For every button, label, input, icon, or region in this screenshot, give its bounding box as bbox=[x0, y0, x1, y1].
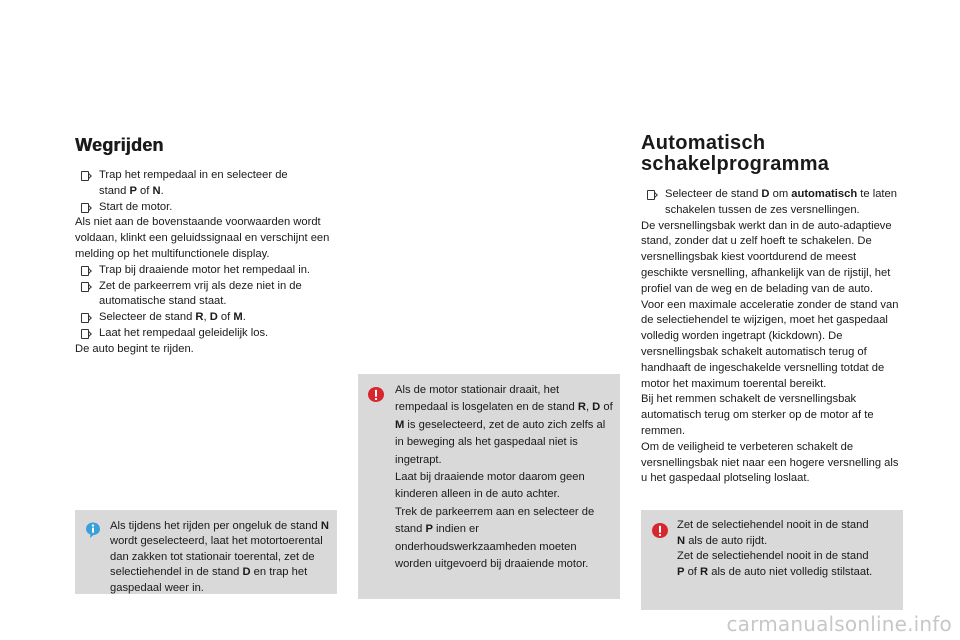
paragraph: De versnellingsbak werkt dan in de auto-adaptieve stand, zonder dat u zelf hoeft te schakelen. De versnellingsbak kiest voortdurend de meest geschikte versnelling, afhankelijk van de rijstijl, het profiel van de weg en de belading van de auto. bbox=[641, 219, 892, 295]
info-box bbox=[75, 510, 337, 594]
step-text: Start de motor. bbox=[99, 200, 173, 213]
arrow-step-icon bbox=[81, 171, 89, 181]
section-title-automatisch bbox=[641, 133, 906, 175]
step-text: Trap bij draaiende motor het rempedaal in. bbox=[99, 263, 311, 276]
info-icon bbox=[84, 521, 102, 539]
title-line: schakelprogramma bbox=[641, 153, 830, 175]
arrow-step-icon bbox=[81, 282, 89, 292]
title-line: Automatisch bbox=[641, 132, 766, 154]
info-text: Als tijdens het rijden per ongeluk de stand N wordt geselecteerd, laat het motortoerental dan zakken tot stationair toerental, zet de selectiehendel in de stand D en trap het gaspedaal weer in. bbox=[110, 520, 329, 594]
step-text: Selecteer de stand R, D of M. bbox=[99, 311, 246, 324]
warning-icon bbox=[367, 386, 385, 404]
step-item bbox=[75, 200, 345, 216]
arrow-step-icon bbox=[81, 266, 89, 276]
arrow-step-icon bbox=[81, 313, 89, 323]
warning-text: Als de motor stationair draait, het rempedaal is losgelaten en de stand R, D of M is geselecteerd, zet de auto zich zelfs al in beweging als het gaspedaal niet is ingetrapt. Laat bij draaiende motor daarom geen kinderen alleen in de auto achter. Trek de parkeerrem aan en selecteer de stand P indien er onderhoudswerkzaamheden moeten worden uitgevoerd bij draaiende motor. bbox=[395, 384, 613, 571]
step-text: automatische stand staat. bbox=[99, 295, 227, 308]
step-text: Laat het rempedaal geleidelijk los. bbox=[99, 326, 269, 339]
warning-box bbox=[358, 374, 620, 599]
right-column bbox=[641, 133, 906, 487]
left-column bbox=[75, 135, 345, 358]
step-item bbox=[75, 326, 345, 342]
paragraph: Voor een maximale acceleratie zonder de stand van de selectiehendel te wijzigen, moet het gaspedaal volledig worden ingetrapt (kickdown). De versnellingsbak schakelt automatisch terug of handhaaft de ingeschakelde versnelling totdat de motor het maximum toerental bereikt. bbox=[641, 298, 899, 390]
paragraph: Bij het remmen schakelt de versnellingsbak automatisch terug om sterker op de motor af te remmen. bbox=[641, 393, 874, 437]
warning-icon bbox=[651, 522, 669, 540]
step-text: Trap het rempedaal in en selecteer de bbox=[99, 169, 288, 181]
warning-text: Zet de selectiehendel nooit in de stand N als de auto rijdt. Zet de selectiehendel nooit in de stand P of R als de auto niet volledig stilstaat. bbox=[677, 519, 873, 578]
step-item bbox=[75, 279, 345, 311]
step-text: Zet de parkeerrem vrij als deze niet in de bbox=[99, 279, 302, 292]
warning-box bbox=[641, 510, 903, 610]
watermark: carmanualsonline.info bbox=[726, 612, 952, 636]
step-item bbox=[75, 310, 345, 326]
paragraph: Als niet aan de bovenstaande voorwaarden wordt voldaan, klinkt een geluidssignaal en verschijnt een melding op het multifunctionele display. bbox=[75, 216, 330, 260]
arrow-step-icon bbox=[81, 203, 89, 213]
step-text: stand P of N. bbox=[99, 184, 164, 197]
arrow-step-icon bbox=[81, 329, 89, 339]
step-text: Selecteer de stand D om automatisch te laten schakelen tussen de zes versnellingen. bbox=[665, 188, 897, 216]
step-item bbox=[641, 187, 906, 219]
step-item bbox=[75, 263, 345, 279]
paragraph: De auto begint te rijden. bbox=[75, 342, 194, 355]
step-item bbox=[75, 168, 345, 200]
arrow-step-icon bbox=[647, 190, 655, 200]
section-title-wegrijden: Wegrijden bbox=[75, 135, 164, 155]
paragraph: Om de veiligheid te verbeteren schakelt de versnellingsbak niet naar een hogere versnelling als u het gaspedaal plotseling loslaat. bbox=[641, 440, 899, 485]
